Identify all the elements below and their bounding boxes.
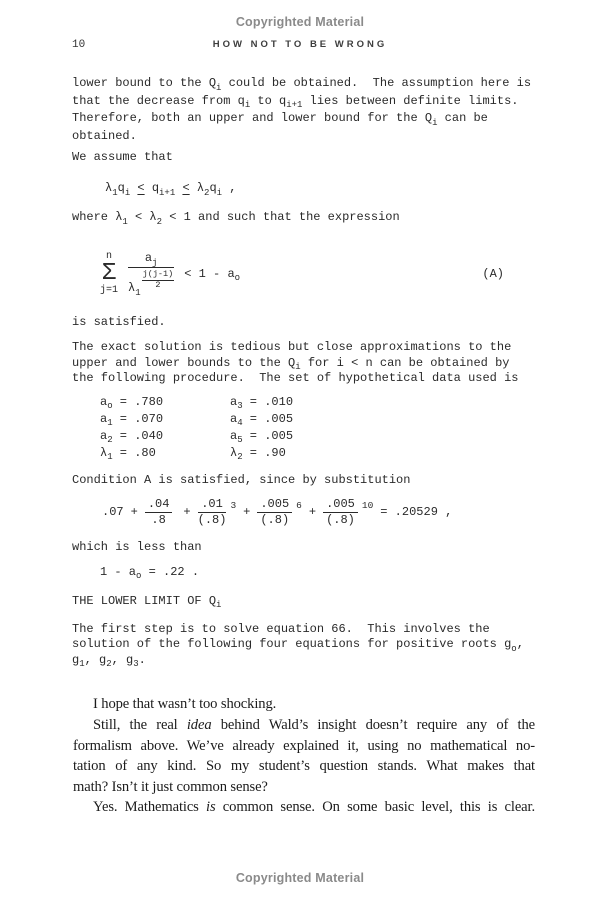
plus-operator: +: [183, 505, 191, 520]
lambda-base: $\lambda_1$: [128, 281, 141, 298]
plus-operator: +: [308, 505, 317, 520]
text-line: $g_1$, $g_2$, $g_3$.: [72, 652, 146, 670]
text-line: The exact solution is tedious but close approximations to the: [72, 340, 512, 355]
line-which-is-less-than: which is less than: [72, 539, 202, 554]
fraction-numerator: .005: [323, 498, 358, 514]
text-line: math? Isn’t it just common sense?: [73, 778, 268, 795]
exponent-denominator: 2: [155, 280, 161, 291]
hypothetical-data-table: [100, 394, 572, 462]
fraction: [323, 498, 358, 528]
table-cell: $a_5 = .005$: [230, 428, 294, 446]
text-line: upper and lower bounds to the $Q_i$ for i < n can be obtained by: [72, 355, 510, 373]
text-line: obtained.: [72, 128, 137, 143]
substitution-result: = .20529 ,: [380, 505, 453, 520]
line-condition-a: Condition A is satisfied, since by substitution: [72, 472, 411, 487]
sum-lower-limit: j=1: [100, 285, 119, 297]
fraction-denominator: (.8): [197, 513, 227, 528]
fraction-denominator: (.8): [260, 513, 290, 528]
text-line: Yes. Mathematics is common sense. On some basic level, this is clear.: [93, 799, 535, 816]
table-cell: $a_3 = .010$: [230, 394, 294, 412]
page-number: 10: [72, 39, 86, 51]
fraction: [257, 498, 292, 528]
fraction-a-over-lambda: [128, 251, 174, 297]
line-we-assume: We assume that: [72, 150, 173, 165]
text-line: formalism above. We’ve already explained it, using no mathematical no-: [73, 737, 535, 754]
substitution-lead: .07: [102, 505, 124, 520]
text-line: tation of any kind. So my student’s question stands. What makes that: [73, 758, 535, 775]
exponent-numerator: j(j-1): [142, 269, 174, 280]
table-cell: $a_4 = .005$: [230, 411, 294, 429]
formula-sum-condition-a: [100, 251, 504, 297]
text-line: solution of the following four equations for positive roots $g_o$,: [72, 637, 524, 654]
fraction-numerator: .005: [257, 498, 292, 514]
text-line: the following procedure. The set of hypothetical data used is: [72, 371, 519, 386]
running-title: HOW NOT TO BE WRONG: [212, 39, 388, 50]
book-paragraphs: [73, 694, 535, 818]
fraction-denominator: [128, 268, 174, 297]
copyright-banner-top: Copyrighted Material: [235, 15, 365, 29]
fraction-numerator: .01: [198, 498, 227, 514]
section-heading-lower-limit: THE LOWER LIMIT OF $Q_i$: [72, 593, 222, 611]
fraction: [198, 498, 227, 528]
fraction: [145, 498, 173, 528]
typescript-excerpt: [72, 75, 572, 668]
table-cell: $a_o = .780$: [100, 394, 164, 412]
line-where-lambda: where $\lambda_1 < \lambda_2 < 1$ and such that the expression: [72, 210, 400, 227]
equation-tag-a: (A): [482, 266, 504, 281]
fraction-numerator: $a_j$: [128, 251, 174, 268]
plus-operator: +: [243, 505, 251, 520]
paragraph-bounds: [72, 75, 572, 145]
text-line: I hope that wasn’t too shocking.: [93, 696, 277, 713]
fraction-denominator: (.8): [326, 513, 355, 528]
formula-substitution: .07 + $\frac{.04}{.8}$ + $\frac{.01}{(.8)}$ $^3$ + $\frac{.005}{(.8)}$ $^6$ + $\frac{.005}{(.8)}$ $^{10}$ = .20529 ,: [102, 496, 453, 528]
table-cell: $a_2 = .040$: [100, 428, 164, 446]
text-line: Still, the real idea behind Wald’s insight doesn’t require any of the: [93, 716, 535, 733]
table-cell: $\lambda_1 = .80$: [100, 445, 156, 463]
table-cell: $a_1 = .070$: [100, 411, 164, 429]
summation-symbol: [100, 252, 118, 296]
exponent-fraction: [142, 270, 175, 290]
formula-one-minus-a0: $1 - a_o = .22$ .: [100, 564, 200, 582]
text-line: The first step is to solve equation 66. This involves the: [72, 621, 490, 636]
paragraph-exact-solution: [72, 340, 572, 387]
running-head: [0, 39, 600, 51]
text-line: that the decrease from $q_i$ to $q_{i+1}$ lies between definite limits.: [72, 93, 519, 111]
text-line: lower bound to the $Q_i$ could be obtained. The assumption here is: [72, 76, 532, 93]
copyright-banner-bottom: Copyrighted Material: [235, 871, 365, 885]
sigma-icon: Σ: [101, 260, 117, 288]
plus-operator: +: [130, 505, 138, 520]
sum-inequality-rhs: < $1 - a_o$: [184, 266, 241, 284]
text-line: Therefore, both an upper and lower bound for the $Q_i$ can be: [72, 111, 488, 128]
formula-lambda-inequality: $\lambda_1q_i < q_{i+1} < \lambda_2q_i$ ,: [105, 181, 237, 198]
sum-upper-limit: n: [106, 251, 113, 263]
line-is-satisfied: is satisfied.: [72, 315, 166, 330]
paragraph-first-step: [72, 622, 572, 669]
table-cell: $\lambda_2 = .90$: [230, 445, 286, 463]
fraction-numerator: .04: [145, 498, 173, 514]
fraction-denominator: .8: [151, 513, 166, 528]
